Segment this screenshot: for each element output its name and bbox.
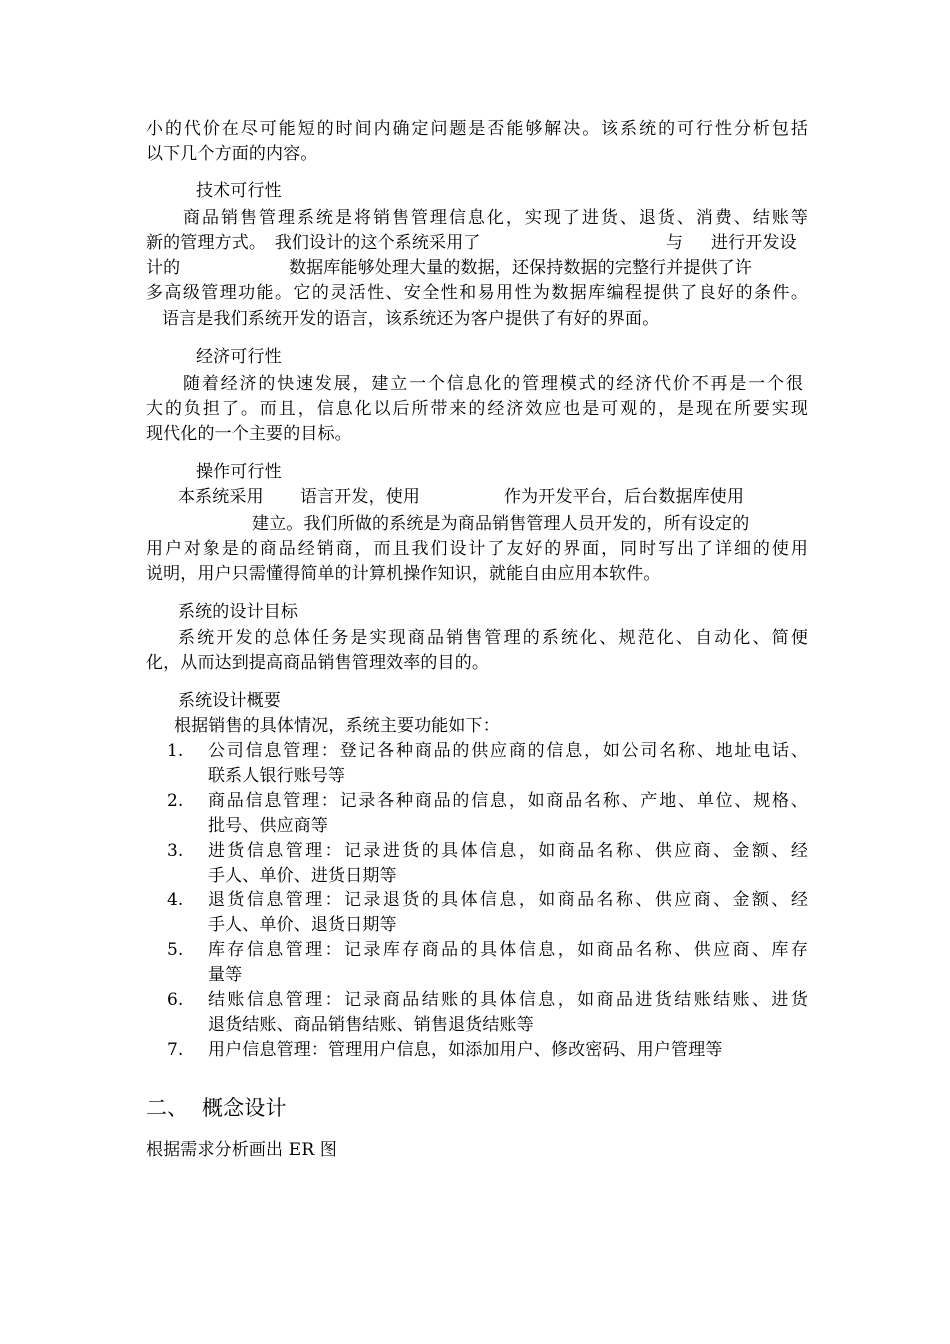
list-item-line-1: 退货信息管理：记录退货的具体信息，如商品名称、供应商、金额、经 [208,890,808,910]
list-item-line-2: 量等 [208,965,243,985]
overview-heading: 系统设计概要 [178,691,281,711]
econ-heading: 经济可行性 [196,347,282,367]
list-item-number: 1. [167,741,184,761]
econ-line-2: 大的负担了。而且，信息化以后所带来的经济效应也是可观的，是现在所要实现 [146,399,808,419]
tech-line-2a: 新的管理方式。 我们设计的这个系统采用了 [146,233,481,253]
tech-line-2c: 进行开发设 [711,233,797,253]
list-item-line-1: 用户信息管理：管理用户信息，如添加用户、修改密码、用户管理等 [208,1040,723,1060]
section-title: 概念设计 [202,1096,287,1120]
list-item-line-2: 手人、单价、退货日期等 [208,915,397,935]
oper-line-2: 建立。我们所做的系统是为商品销售管理人员开发的，所有设定的 [252,514,750,534]
tech-line-5: 语言是我们系统开发的语言，该系统还为客户提供了有好的界面。 [162,309,660,329]
section-number: 二、 [146,1096,189,1120]
list-item-line-1: 库存信息管理：记录库存商品的具体信息，如商品名称、供应商、库存 [208,940,808,960]
list-item-line-1: 进货信息管理：记录进货的具体信息，如商品名称、供应商、金额、经 [208,841,808,861]
tech-line-1: 商品销售管理系统是将销售管理信息化，实现了进货、退货、消费、结账等 [183,208,808,228]
tech-line-2b: 与 [666,233,684,253]
oper-line-1c: 作为开发平台，后台数据库使用 [504,487,745,507]
tech-line-3a: 计的 [146,258,181,278]
oper-line-1a: 本系统采用 [178,487,264,507]
tech-heading: 技术可行性 [196,181,282,201]
goal-line-2: 化，从而达到提高商品销售管理效率的目的。 [146,653,489,673]
list-item-line-2: 手人、单价、进货日期等 [208,866,397,886]
overview-lead: 根据销售的具体情况，系统主要功能如下： [174,716,500,736]
goal-line-1: 系统开发的总体任务是实现商品销售管理的系统化、规范化、自动化、简便 [178,628,808,648]
list-item-line-1: 公司信息管理：登记各种商品的供应商的信息，如公司名称、地址电话、 [208,741,808,761]
oper-line-3: 用户对象是的商品经销商，而且我们设计了友好的界面，同时写出了详细的使用 [146,539,808,559]
list-item-number: 5. [167,940,184,960]
oper-line-1b: 语言开发，使用 [300,487,421,507]
list-item-line-2: 退货结账、商品销售结账、销售退货结账等 [208,1015,534,1035]
list-item-line-2: 联系人银行账号等 [208,766,346,786]
list-item-number: 2. [167,791,184,811]
list-item-number: 3. [167,841,184,861]
list-item-line-1: 商品信息管理：记录各种商品的信息，如商品名称、产地、单位、规格、 [208,791,808,811]
intro-line-1: 小的代价在尽可能短的时间内确定问题是否能够解决。该系统的可行性分析包括 [146,119,808,139]
oper-heading: 操作可行性 [196,462,282,482]
section-body: 根据需求分析画出 ER 图 [146,1140,337,1160]
list-item-line-2: 批号、供应商等 [208,816,329,836]
oper-line-4: 说明，用户只需懂得简单的计算机操作知识，就能自由应用本软件。 [146,564,661,584]
list-item-number: 4. [167,890,184,910]
tech-line-3b: 数据库能够处理大量的数据，还保持数据的完整行并提供了许 [289,258,753,278]
econ-line-1: 随着经济的快速发展，建立一个信息化的管理模式的经济代价不再是一个很 [183,374,803,394]
tech-line-4: 多高级管理功能。它的灵活性、安全性和易用性为数据库编程提供了良好的条件。 [146,283,808,303]
econ-line-3: 现代化的一个主要的目标。 [146,424,352,444]
list-item-line-1: 结账信息管理：记录商品结账的具体信息，如商品进货结账结账、进货 [208,990,808,1010]
intro-line-2: 以下几个方面的内容。 [146,144,318,164]
goal-heading: 系统的设计目标 [178,602,299,622]
list-item-number: 6. [167,990,184,1010]
list-item-number: 7. [167,1040,184,1060]
